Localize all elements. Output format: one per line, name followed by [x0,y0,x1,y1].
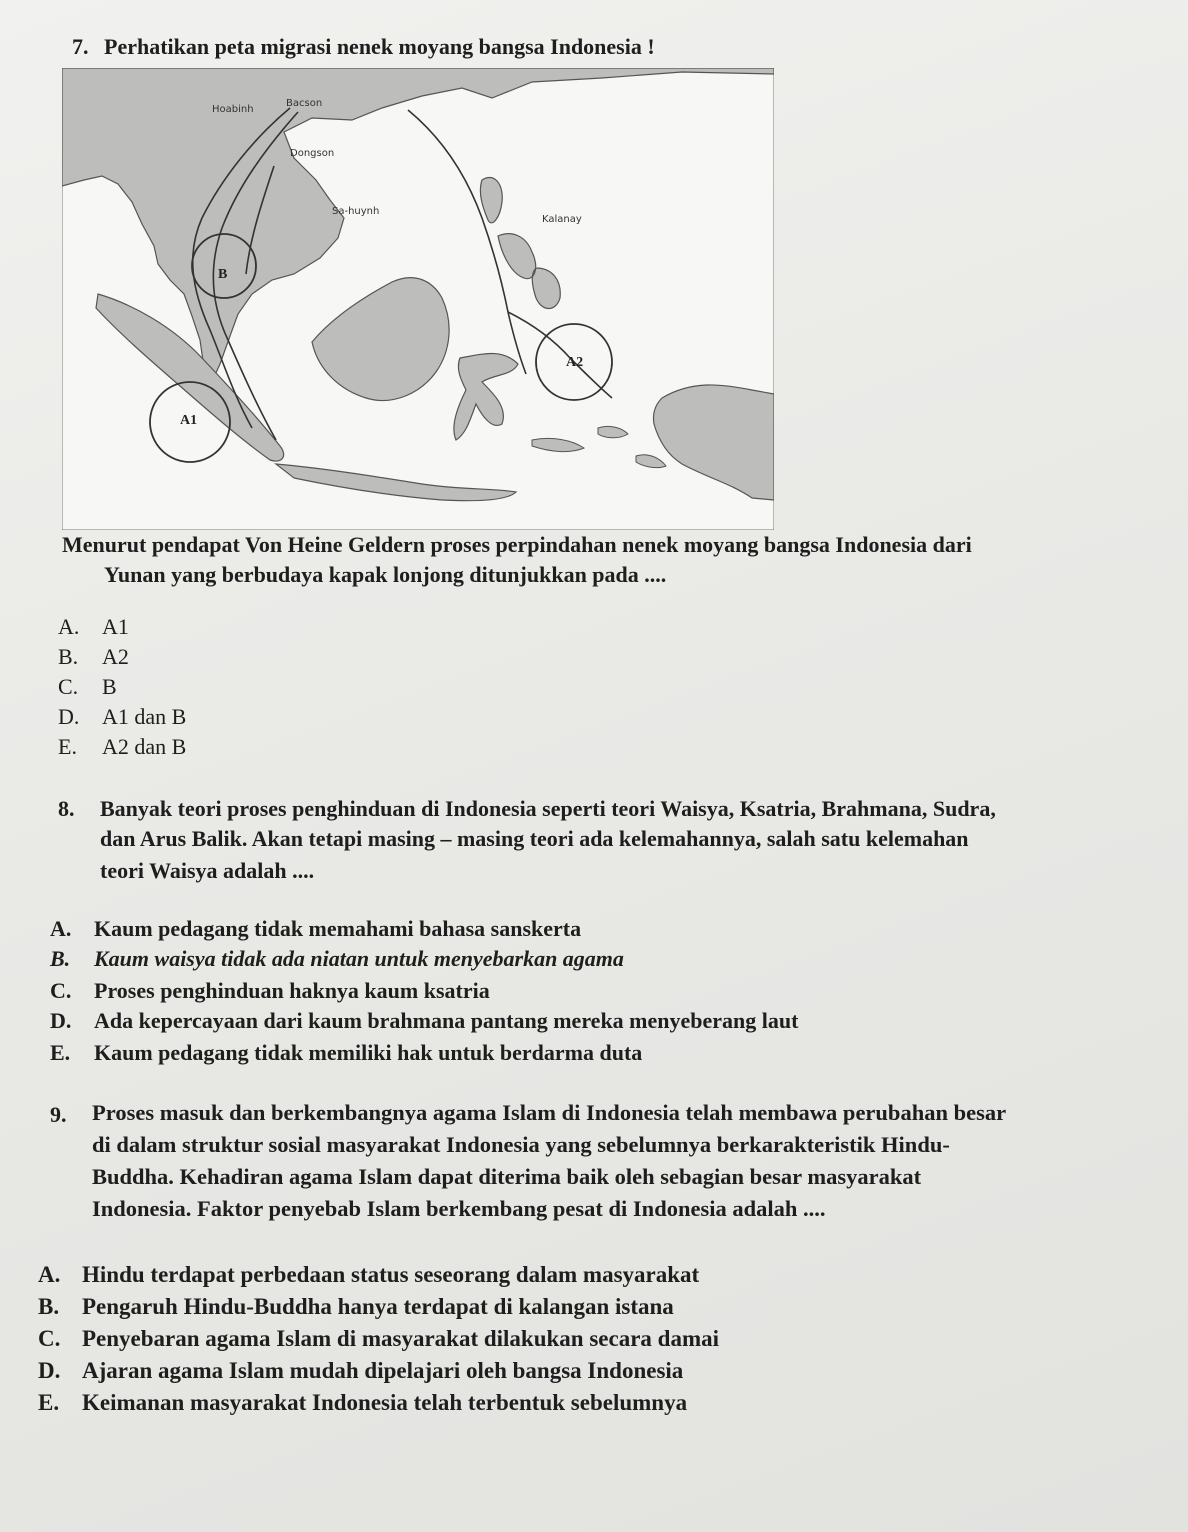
option-text: B [102,674,117,699]
option-text: Ajaran agama Islam mudah dipelajari oleh bangsa Indonesia [82,1358,684,1383]
option-text: Kaum pedagang tidak memahami bahasa sanskerta [94,916,582,941]
option-text: Penyebaran agama Islam di masyarakat dilakukan secara damai [82,1326,720,1351]
option-text: Kaum waisya tidak ada niatan untuk menyebarkan agama [94,946,624,971]
option-text: Hindu terdapat perbedaan status seseorang dalam masyarakat [82,1262,700,1287]
option-letter: E. [58,734,77,759]
option-letter: C. [38,1326,61,1351]
option-text: A1 [102,614,129,639]
q8-stem-line2: dan Arus Balik. Akan tetapi masing – masing teori ada kelemahannya, salah satu kelemahan [100,826,969,851]
label-sahuynh: Sa-huynh [332,206,380,217]
q8-option-a[interactable] [50,916,581,942]
label-a2: A2 [566,355,584,370]
q9-number: 9. [50,1102,67,1127]
q7-title: Perhatikan peta migrasi nenek moyang bangsa Indonesia ! [104,34,655,59]
q8-stem-line3: teori Waisya adalah .... [100,858,315,883]
q8-stem-line1: Banyak teori proses penghinduan di Indonesia seperti teori Waisya, Ksatria, Brahmana, Sudra, [100,796,996,821]
option-letter: D. [38,1358,61,1383]
q7-option-d[interactable] [58,704,186,730]
option-text: A2 dan B [102,734,187,759]
option-letter: A. [38,1262,61,1287]
q8-option-c[interactable] [50,978,490,1004]
q9-option-a[interactable] [38,1262,699,1288]
option-letter: D. [58,704,80,729]
q8-option-b[interactable] [50,946,624,972]
q7-stem-line2: Yunan yang berbudaya kapak lonjong ditunjukkan pada .... [104,562,667,587]
q9-stem-line4: Indonesia. Faktor penyebab Islam berkembang pesat di Indonesia adalah .... [92,1196,826,1221]
label-a1: A1 [180,413,198,428]
option-text: Proses penghinduan haknya kaum ksatria [94,978,490,1003]
option-text: Ada kepercayaan dari kaum brahmana pantang mereka menyeberang laut [94,1008,799,1033]
q9-stem-line2: di dalam struktur sosial masyarakat Indonesia yang sebelumnya berkarakteristik Hindu- [92,1132,950,1157]
option-letter: A. [58,614,80,639]
q9-option-d[interactable] [38,1358,683,1384]
option-letter: C. [58,674,79,699]
option-letter: B. [50,946,71,971]
option-letter: A. [50,916,72,941]
option-text: Kaum pedagang tidak memiliki hak untuk berdarma duta [94,1040,643,1065]
option-letter: B. [58,644,79,669]
option-text: Pengaruh Hindu-Buddha hanya terdapat di kalangan istana [82,1294,674,1319]
q8-number: 8. [58,796,75,821]
q7-option-b[interactable] [58,644,129,670]
q9-option-b[interactable] [38,1294,674,1320]
q7-option-e[interactable] [58,734,186,760]
migration-map [62,68,774,530]
label-kalanay: Kalanay [542,214,582,225]
q9-option-e[interactable] [38,1390,687,1416]
q7-number: 7. [72,34,89,59]
label-dongson: Dongson [290,148,335,159]
label-bacson: Bacson [286,98,323,109]
option-text: A1 dan B [102,704,187,729]
q9-stem-line3: Buddha. Kehadiran agama Islam dapat diterima baik oleh sebagian besar masyarakat [92,1164,922,1189]
option-text: A2 [102,644,129,669]
q7-option-a[interactable] [58,614,129,640]
option-letter: E. [38,1390,60,1415]
q8-option-e[interactable] [50,1040,642,1066]
option-letter: C. [50,978,72,1003]
q7-stem-line1: Menurut pendapat Von Heine Geldern proses perpindahan nenek moyang bangsa Indonesia dari [62,532,972,557]
option-letter: D. [50,1008,72,1033]
label-hoabinh: Hoabinh [212,104,254,115]
option-letter: E. [50,1040,71,1065]
q9-stem-line1: Proses masuk dan berkembangnya agama Islam di Indonesia telah membawa perubahan besar [92,1100,1007,1125]
option-letter: B. [38,1294,60,1319]
q7-option-c[interactable] [58,674,117,700]
label-b: B [218,267,228,282]
q8-option-d[interactable] [50,1008,798,1034]
q9-option-c[interactable] [38,1326,719,1352]
option-text: Keimanan masyarakat Indonesia telah terbentuk sebelumnya [82,1390,688,1415]
